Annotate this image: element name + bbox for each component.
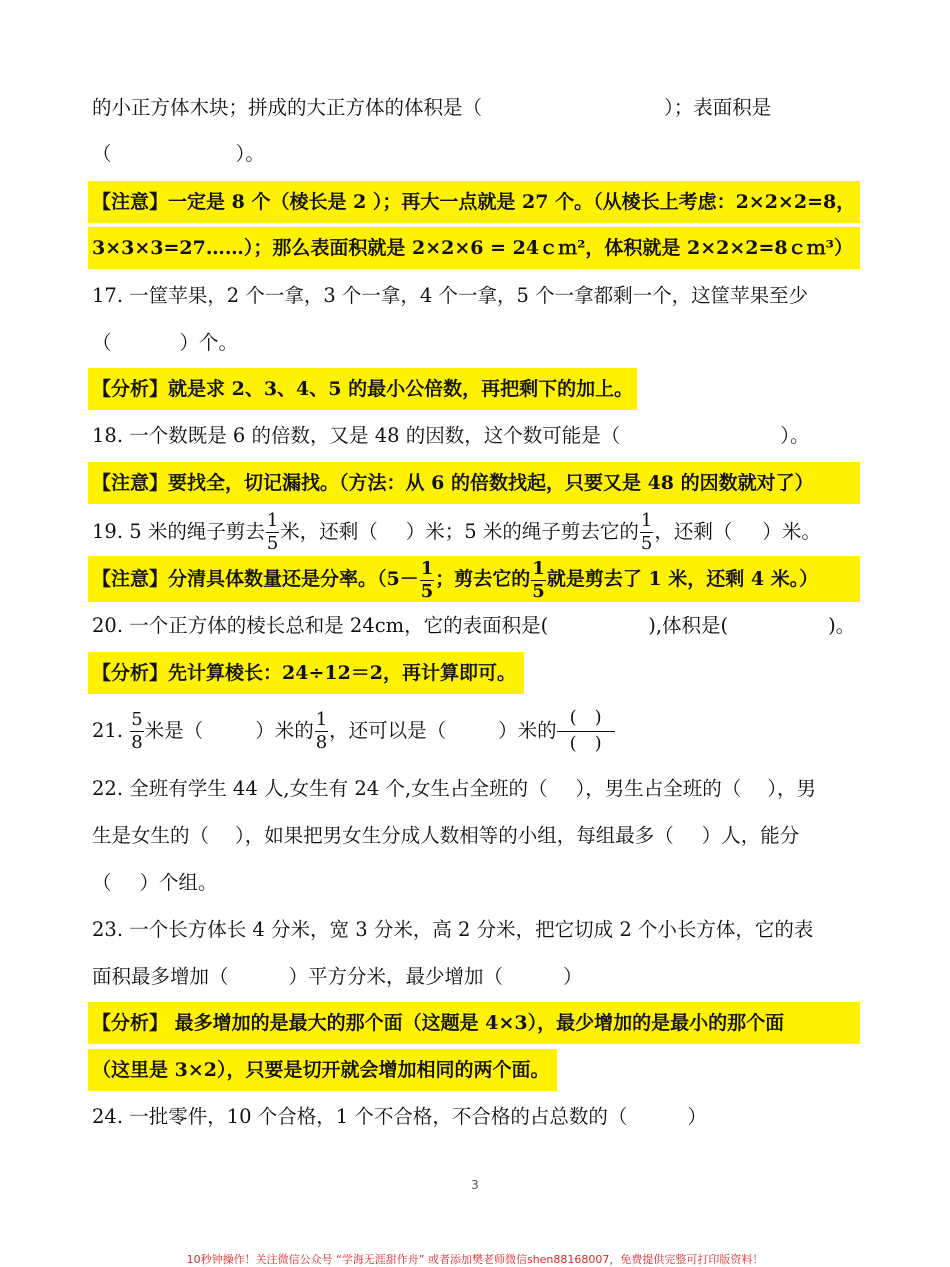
q22-line1: 22. 全班有学生 44 人,女生有 24 个,女生占全班的（ ），男生占全班的（ ），男: [92, 777, 817, 800]
fraction: $\frac{5}{8}$: [131, 709, 143, 753]
q23-line2: 面积最多增加（ ）平方分米，最少增加（ ）: [92, 965, 583, 988]
fraction: $\frac{1}{5}$: [420, 557, 434, 602]
q20: 20. 一个正方体的棱长总和是 24cm，它的表面积是( ),体积是( )。: [92, 614, 856, 637]
footer-promo: 10秒钟操作！关注微信公众号 “学海无涯甜作舟” 或者添加樊老师微信shen88168007，免费提供完整可打印版资料！: [186, 1253, 764, 1266]
analysis-20: 【分析】先计算棱长：24÷12＝2，再计算即可。: [92, 652, 524, 694]
q22-line2: 生是女生的（ ），如果把男女生分成人数相等的小组，每组最多（ ）人，能分: [92, 824, 800, 847]
note-19: 【注意】分清具体数量还是分率。（5－ $\frac{1}{5}$ ；剪去它的 $\frac{1}{5}$ 就是剪去了 1 米，还剩 4 米。）: [88, 556, 860, 602]
q21: 21. $\frac{5}{8}$ 米是（ ）米的 $\frac{1}{8}$ ，还可以是（ ）米的 ( ) ( ): [92, 706, 862, 756]
q18: 18. 一个数既是 6 的倍数，又是 48 的因数，这个数可能是（ ）。: [92, 424, 810, 447]
q16-line2: （ ）。: [92, 142, 265, 165]
fraction-blank[interactable]: ( ) ( ): [557, 709, 615, 754]
fraction: $\frac{1}{5}$: [266, 510, 279, 554]
q17-line1: 17. 一筐苹果，2 个一拿，3 个一拿，4 个一拿，5 个一拿都剩一个，这筐苹果至少: [92, 284, 809, 307]
q24: 24. 一批零件，10 个合格，1 个不合格，不合格的占总数的（ ）: [92, 1105, 707, 1128]
note-16-b: 3×3×3=27……）；那么表面积就是 2×2×6 = 24ｃｍ²，体积就是 2×2×2=8ｃｍ³）: [88, 227, 860, 269]
analysis-23-a: 【分析】 最多增加的是最大的那个面（这题是 4×3），最少增加的是最小的那个面: [88, 1002, 860, 1044]
fraction: $\frac{1}{5}$: [640, 510, 653, 554]
fraction: $\frac{1}{5}$: [532, 557, 545, 602]
note-18: 【注意】要找全，切记漏找。（方法：从 6 的倍数找起，只要又是 48 的因数就对了）: [88, 462, 860, 504]
q16-line1: 的小正方体木块；拼成的大正方体的体积是（ ）；表面积是: [92, 96, 772, 119]
note-16-a: 【注意】一定是 8 个（棱长是 2 ）；再大一点就是 27 个。（从棱长上考虑：2×2×2=8，: [88, 181, 860, 223]
analysis-17: 【分析】就是求 2、3、4、5 的最小公倍数，再把剩下的加上。: [92, 368, 637, 410]
page-number: 3: [471, 1178, 479, 1192]
analysis-23-b: （这里是 3×2），只要是切开就会增加相同的两个面。: [92, 1049, 557, 1091]
q22-line3: （ ）个组。: [92, 871, 218, 894]
q23-line1: 23. 一个长方体长 4 分米，宽 3 分米，高 2 分米，把它切成 2 个小长方体，它的表: [92, 918, 814, 941]
q17-line2: （ ）个。: [92, 331, 239, 354]
fraction: $\frac{1}{8}$: [315, 709, 328, 753]
q19: 19. 5 米的绳子剪去 $\frac{1}{5}$ 米，还剩（ ）米；5 米的绳子剪去它的 $\frac{1}{5}$ ，还剩（ ）米。: [92, 510, 821, 554]
